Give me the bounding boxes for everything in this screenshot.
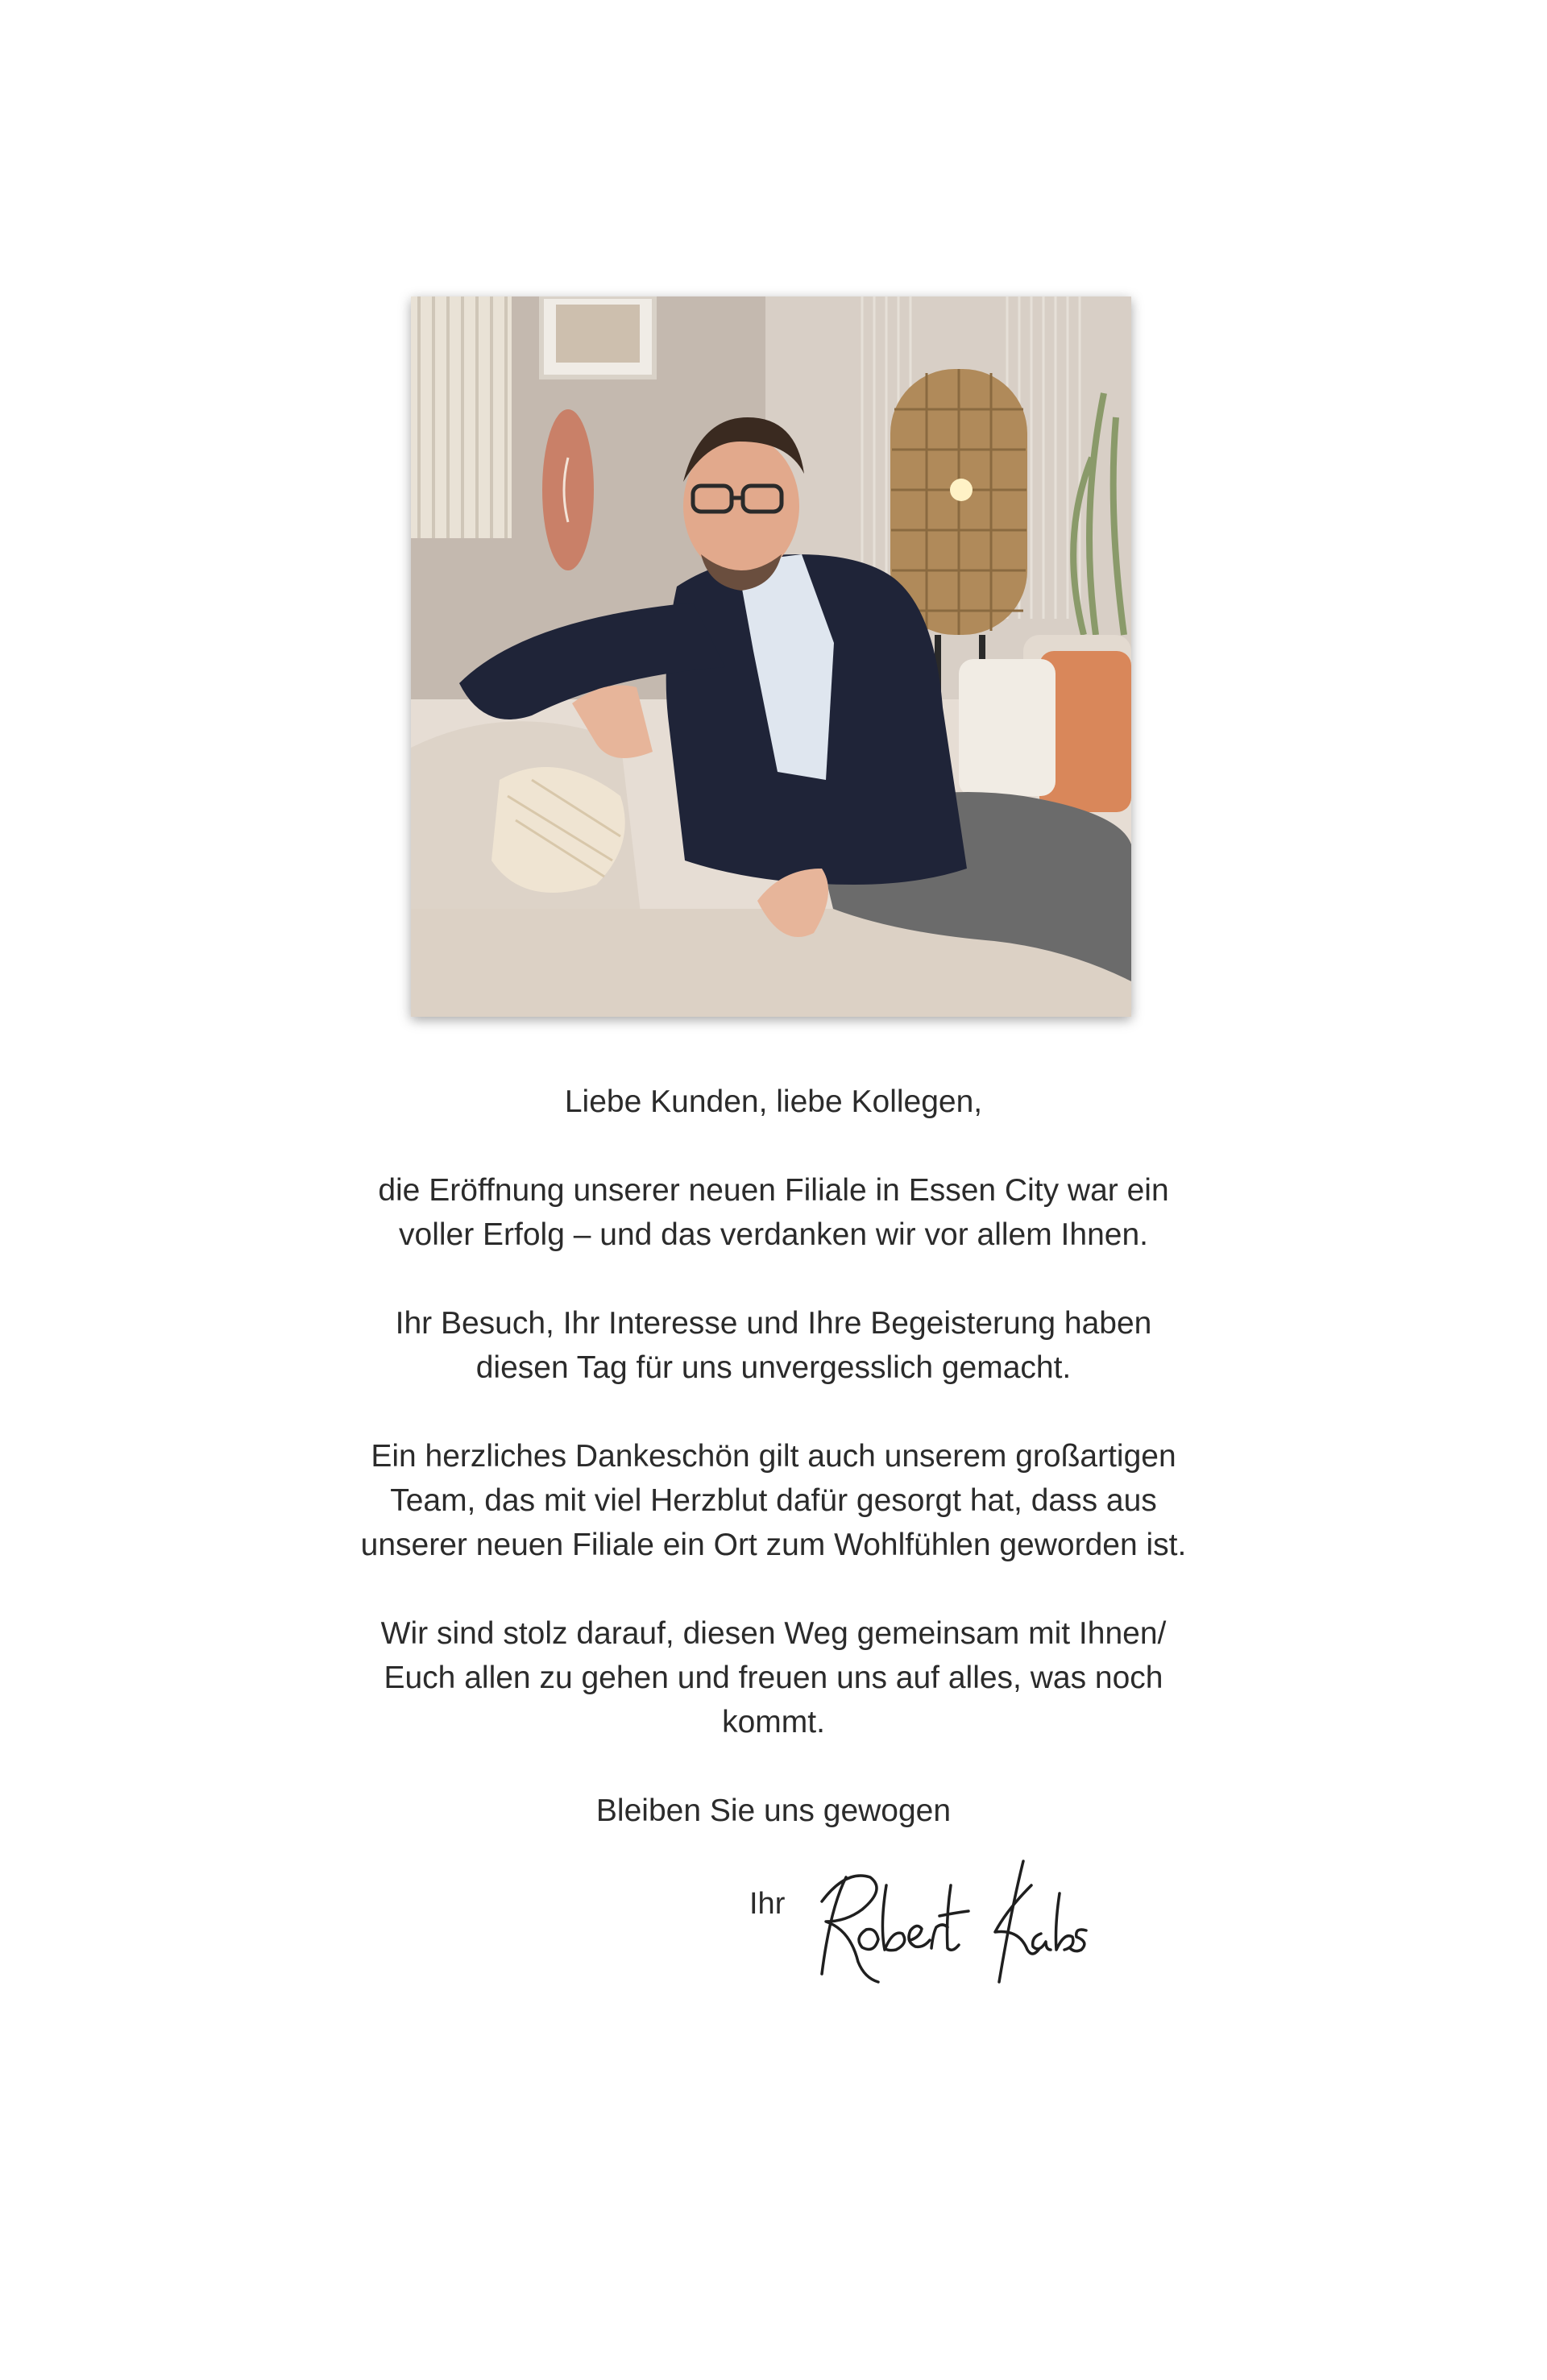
signature-block xyxy=(749,1853,1088,1990)
paragraph-line: Team, das mit viel Herzblut dafür gesorgt hat, dass aus xyxy=(390,1483,1157,1518)
letter-paragraph xyxy=(209,1434,1338,1567)
signature-prefix: Ihr xyxy=(749,1887,786,1921)
letter-salutation xyxy=(209,1080,1338,1124)
paragraph-line: Ein herzliches Dankeschön gilt auch unserem großartigen xyxy=(371,1439,1176,1474)
paragraph-line: voller Erfolg – und das verdanken wir vor allem Ihnen. xyxy=(399,1217,1148,1252)
terracotta-wall-decor xyxy=(542,409,594,570)
paragraph-line: Ihr Besuch, Ihr Interesse und Ihre Begeisterung haben xyxy=(395,1306,1152,1341)
paragraph-line: kommt. xyxy=(722,1705,825,1739)
paragraph-line: die Eröffnung unserer neuen Filiale in Essen City war ein xyxy=(378,1173,1169,1208)
photo-illustration xyxy=(411,296,1131,1017)
macrame-wallhanging xyxy=(411,296,512,538)
portrait-photo xyxy=(411,296,1131,1017)
letter-body xyxy=(209,1080,1338,1833)
paragraph-line: Euch allen zu gehen und freuen uns auf alles, was noch xyxy=(384,1661,1163,1695)
letter-paragraph xyxy=(209,1301,1338,1390)
paragraph-line: diesen Tag für uns unvergesslich gemacht. xyxy=(475,1350,1072,1385)
paragraph-line: unserer neuen Filiale ein Ort zum Wohlfühlen geworden ist. xyxy=(360,1528,1187,1562)
salutation-line: Liebe Kunden, liebe Kollegen, xyxy=(564,1084,983,1119)
letter-paragraph xyxy=(209,1168,1338,1257)
letter-paragraph xyxy=(209,1611,1338,1744)
paragraph-line: Wir sind stolz darauf, diesen Weg gemeinsam mit Ihnen/ xyxy=(380,1616,1167,1651)
handwritten-signature xyxy=(790,1853,1088,1990)
tassel-cushion xyxy=(491,767,625,893)
closing-line: Bleiben Sie uns gewogen xyxy=(595,1793,952,1828)
letter-closing xyxy=(209,1789,1338,1833)
